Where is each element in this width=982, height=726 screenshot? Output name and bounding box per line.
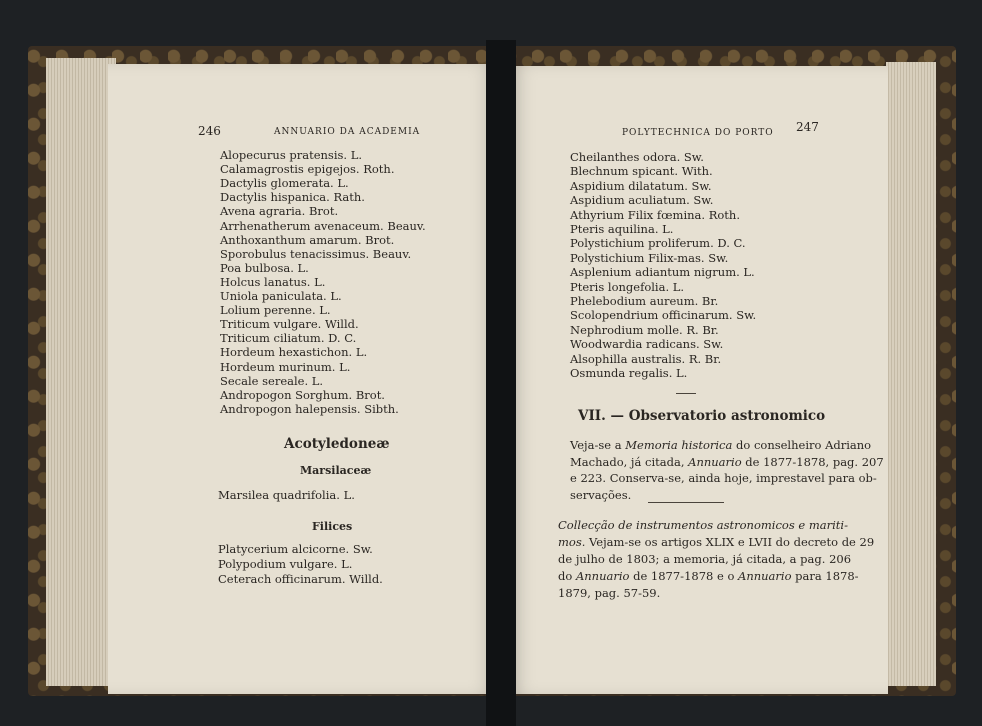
species-entry: Triticum ciliatum. D. C. [220, 331, 357, 346]
paragraph-line [570, 488, 631, 502]
species-entry: Scolopendrium officinarum. Sw. [570, 308, 757, 323]
paragraph-line [558, 552, 851, 566]
text-run: Annuario [688, 454, 742, 469]
species-entry: Cheilanthes odora. Sw. [570, 150, 704, 164]
species-entry: Aspidium dilatatum. Sw. [570, 178, 712, 193]
paragraph-line [558, 535, 874, 549]
species-entry: Asplenium adiantum nigrum. L. [570, 265, 755, 280]
species-entry: Pteris longefolia. L. [570, 279, 685, 294]
text-run: servações. [570, 487, 632, 502]
species-entry: Uniola paniculata. L. [220, 289, 342, 303]
text-run: de julho de 1803; a memoria, já citada, a pag. 206 [558, 552, 852, 566]
species-entry: Dactylis hispanica. Rath. [220, 190, 365, 205]
text-run: do conselheiro Adriano [732, 438, 872, 452]
species-entry: Avena agraria. Brot. [220, 204, 339, 219]
species-entry: Triticum vulgare. Willd. [220, 317, 359, 332]
species-entry: Poa bulbosa. L. [220, 260, 309, 275]
text-run: Memoria historica [625, 438, 733, 452]
text-run: de 1877-1878 e o [629, 569, 739, 583]
text-run: Annuario [738, 569, 792, 583]
species-entry: Sporobulus tenacissimus. Beauv. [220, 246, 412, 261]
paragraph-line [570, 471, 877, 485]
family-heading-filices: Filices [312, 520, 353, 533]
species-entry: Hordeum murinum. L. [220, 359, 351, 374]
running-head: POLYTECHNICA DO PORTO [622, 128, 774, 138]
running-head: ANNUARIO DA ACADEMIA [274, 127, 421, 137]
paragraph-line [558, 569, 859, 583]
paragraph-line [558, 518, 848, 532]
text-run: para 1878- [791, 569, 859, 583]
page-edges-left [46, 58, 116, 686]
text-run: 1879, pag. 57-59. [558, 586, 661, 600]
species-entry: Polypodium vulgare. L. [218, 557, 353, 571]
species-entry: Blechnum spicant. With. [570, 164, 713, 179]
species-entry: Alsophilla australis. R. Br. [570, 351, 722, 366]
species-entry: Osmunda regalis. L. [570, 366, 688, 380]
species-entry: Ceterach officinarum. Willd. [218, 572, 383, 586]
species-entry: Calamagrostis epigejos. Roth. [220, 162, 395, 177]
text-run: Annuario [575, 569, 630, 583]
left-page [108, 64, 500, 694]
page-edges-right [886, 62, 936, 686]
book-gutter [486, 40, 516, 726]
species-entry: Athyrium Filix fœmina. Roth. [570, 207, 740, 222]
page-number: 247 [796, 120, 819, 134]
page-number: 246 [198, 124, 221, 138]
species-entry: Alopecurus pratensis. L. [220, 148, 363, 162]
species-entry: Lolium perenne. L. [220, 303, 331, 318]
text-run: de 1877-1878, pag. 207 [741, 454, 884, 469]
text-run: Collecção de instrumentos astronomicos e mariti- [558, 518, 848, 532]
species-entry: Secale sereale. L. [220, 373, 324, 388]
family-heading-marsilaceae: Marsilaceæ [300, 464, 372, 477]
species-entry: Arrhenatherum avenaceum. Beauv. [220, 218, 426, 233]
species-entry: Andropogon Sorghum. Brot. [220, 387, 385, 402]
species-entry: Nephrodium molle. R. Br. [570, 322, 719, 337]
text-run: Machado, já citada, [570, 454, 689, 469]
species-entry: Polystichium Filix-mas. Sw. [570, 250, 729, 265]
section-title: VII. — Observatorio astronomico [578, 408, 826, 424]
right-page [506, 66, 888, 694]
text-run: do [558, 569, 576, 583]
species-entry: Holcus lanatus. L. [220, 274, 326, 289]
paragraph-line [558, 586, 660, 600]
text-run: Veja-se a [570, 438, 626, 452]
species-entry: Pteris aquilina. L. [570, 222, 674, 236]
species-entry: Anthoxanthum amarum. Brot. [220, 232, 395, 247]
paragraph-line [570, 438, 871, 452]
species-entry: Hordeum hexastichon. L. [220, 345, 368, 360]
species-entry: Dactylis glomerata. L. [220, 176, 349, 191]
divider [676, 393, 696, 394]
species-entry: Aspidium aculiatum. Sw. [570, 193, 714, 208]
divider [648, 502, 724, 503]
species-entry: Andropogon halepensis. Sibth. [220, 401, 399, 416]
species-entry: Marsilea quadrifolia. L. [218, 488, 355, 502]
text-run: e 223. Conserva-se, ainda hoje, imprestavel para ob- [570, 471, 877, 485]
species-entry: Woodwardia radicans. Sw. [570, 337, 724, 352]
species-entry: Polystichium proliferum. D. C. [570, 236, 746, 251]
text-run: mos. [558, 535, 586, 549]
section-title: Acotyledoneæ [284, 436, 390, 452]
species-entry: Platycerium alcicorne. Sw. [218, 542, 373, 556]
species-entry: Phelebodium aureum. Br. [570, 294, 719, 308]
text-run: Vejam-se os artigos XLIX e LVII do decreto de 29 [585, 535, 875, 549]
paragraph-line [570, 455, 884, 469]
